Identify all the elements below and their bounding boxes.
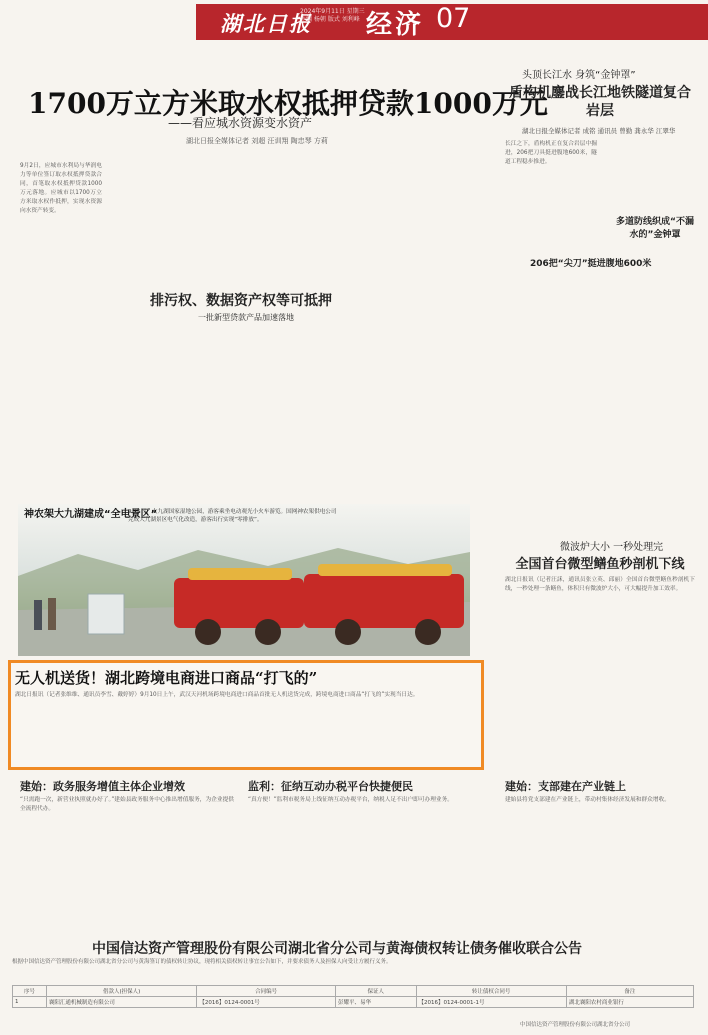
editor-credit: 主编 杨朝 版式 刘利峰 [300, 16, 360, 23]
page-number: 07 [436, 3, 471, 34]
train-photo [18, 504, 470, 656]
photo-caption: 9月5日，大九湖国家湿地公园，游客乘坐电动观光小火车游览。国网神农架供电公司完成大九湖景区电气化改造，游客出行实现“零排放”。 [128, 509, 337, 523]
table-cell: 【2016】0124-0001-1号 [416, 997, 566, 1008]
photo-title: 神农架大九湖建成“全电景区” [24, 509, 158, 520]
side-blurb-2: 多道防线织成“不漏水的”金钟罩 [616, 217, 694, 240]
table-cell: 【2016】0124-0001号 [197, 997, 336, 1008]
lead-story [8, 62, 548, 154]
bottom-story-3-body: 建始县将党支部建在产业链上，带动村集体经济发展和群众增收。 [505, 797, 670, 803]
table-row [13, 997, 694, 1008]
bottom-story-1-title: 建始：政务服务增值主体企业增效 [20, 780, 185, 793]
notice-footer: 中国信达资产管理股份有限公司湖北省分公司 [520, 1022, 631, 1028]
table-cell: 湖北襄阳农村商业银行 [566, 997, 693, 1008]
notice-header-cell: 备注 [566, 986, 693, 997]
table-cell: 彭耀平、易华 [336, 997, 417, 1008]
table-cell: 1 [13, 997, 47, 1008]
notice-header-cell: 转让债权合同号 [416, 986, 566, 997]
bottom-story-1 [20, 778, 240, 938]
notice-header-cell: 借款人(担保人) [46, 986, 196, 997]
side-kicker: 头顶长江水 身筑“金钟罩” [522, 70, 636, 81]
side-title: 盾构机鏖战长江地铁隧道复合岩层 [509, 85, 691, 119]
bottom-story-2 [248, 778, 484, 938]
bottom-story-2-body: “真方便！”监利市税务局上线征纳互动办税平台，纳税人足不出户即可办理业务。 [248, 797, 453, 803]
side-byline: 湖北日报全媒体记者 成铭 通讯员 曾勤 龚永华 江翠华 [522, 127, 676, 135]
news-photo [18, 504, 470, 656]
lead-body-column: 9月2日，应城市水利局与华润电力等单位签订取水权抵押贷款合同，首笔取水权抵押贷款1000万元落地。应城市以1700万立方米取水权作抵押，实现水资源向水资产转变。 [20, 163, 102, 214]
bottom-story-2-title: 监利：征纳互动办税平台快捷便民 [248, 780, 413, 793]
side-blurb-1: 206把“尖刀”挺进腹地600米 [530, 259, 652, 269]
microwave-title: 全国首台微型鳝鱼秒剖机下线 [515, 557, 685, 572]
masthead [0, 0, 708, 44]
notice-header-cell: 合同编号 [197, 986, 336, 997]
lead-byline: 湖北日报全媒体记者 刘超 汪训翔 陶忠琴 方莉 [186, 137, 328, 145]
notice-intro: 根据中国信达资产管理股份有限公司湖北省分公司与黄海签订的债权转让协议，现将相关债权转让事宜公告如下，并要求债务人及担保人向受让方履行义务。 [12, 959, 392, 965]
sub-story-subtitle: 一批新型贷款产品加速落地 [198, 313, 294, 322]
notice-table-header [13, 986, 694, 997]
drone-story-title: 无人机送货！湖北跨境电商进口商品“打飞的” [15, 669, 318, 687]
bottom-story-1-body: “只需跑一次，新营业执照就办好了。”建始县政务服务中心推出增值服务，为企业提供全流程代办。 [20, 797, 234, 812]
bottom-story-3-title: 建始：支部建在产业链上 [505, 780, 626, 793]
table-cell: 襄阳汇通机械制造有限公司 [46, 997, 196, 1008]
masthead-meta [300, 8, 365, 24]
issue-date: 2024年9月11日 星期三 [300, 8, 365, 15]
notice-table [12, 985, 694, 1008]
section-name: 经济 [366, 10, 425, 40]
lead-subheadline: ——看应城水资源变水资产 [168, 116, 313, 130]
drone-story-body: 湖北日报讯（记者张维维、通讯员李雪、戴婷婷）9月10日上午，武汉天河机场跨境电商进口商品首批无人机送货完成，跨境电商进口商品“打飞的”实现当日达。 [15, 692, 419, 698]
sub-story-title: 排污权、数据资产权等可抵押 [150, 293, 332, 309]
lead-headline: 1700万立方米取水权抵押贷款1000万元 [28, 87, 548, 120]
notice-header-cell: 序号 [13, 986, 47, 997]
microwave-body: 湖北日报讯（记者汪訸，通讯员张立英、邱丽）全国首台微型鳝鱼秒剖机下线，一秒处理一条鳝鱼，体积只有微波炉大小，可大幅提升加工效率。 [505, 577, 695, 592]
notice-header-cell: 保证人 [336, 986, 417, 997]
microwave-kicker: 微波炉大小 一秒处理完 [560, 542, 664, 553]
side-body: 长江之下，盾构机正在复合岩层中掘进，206把刀具挺进腹地600米，隧道工程稳步推进。 [505, 141, 597, 165]
newspaper-logo: 湖北日报 [220, 11, 312, 36]
notice-title: 中国信达资产管理股份有限公司湖北省分公司与黄海债权转让债务催收联合公告 [92, 941, 582, 957]
bottom-story-3 [505, 778, 701, 938]
drone-story-box [8, 660, 484, 770]
